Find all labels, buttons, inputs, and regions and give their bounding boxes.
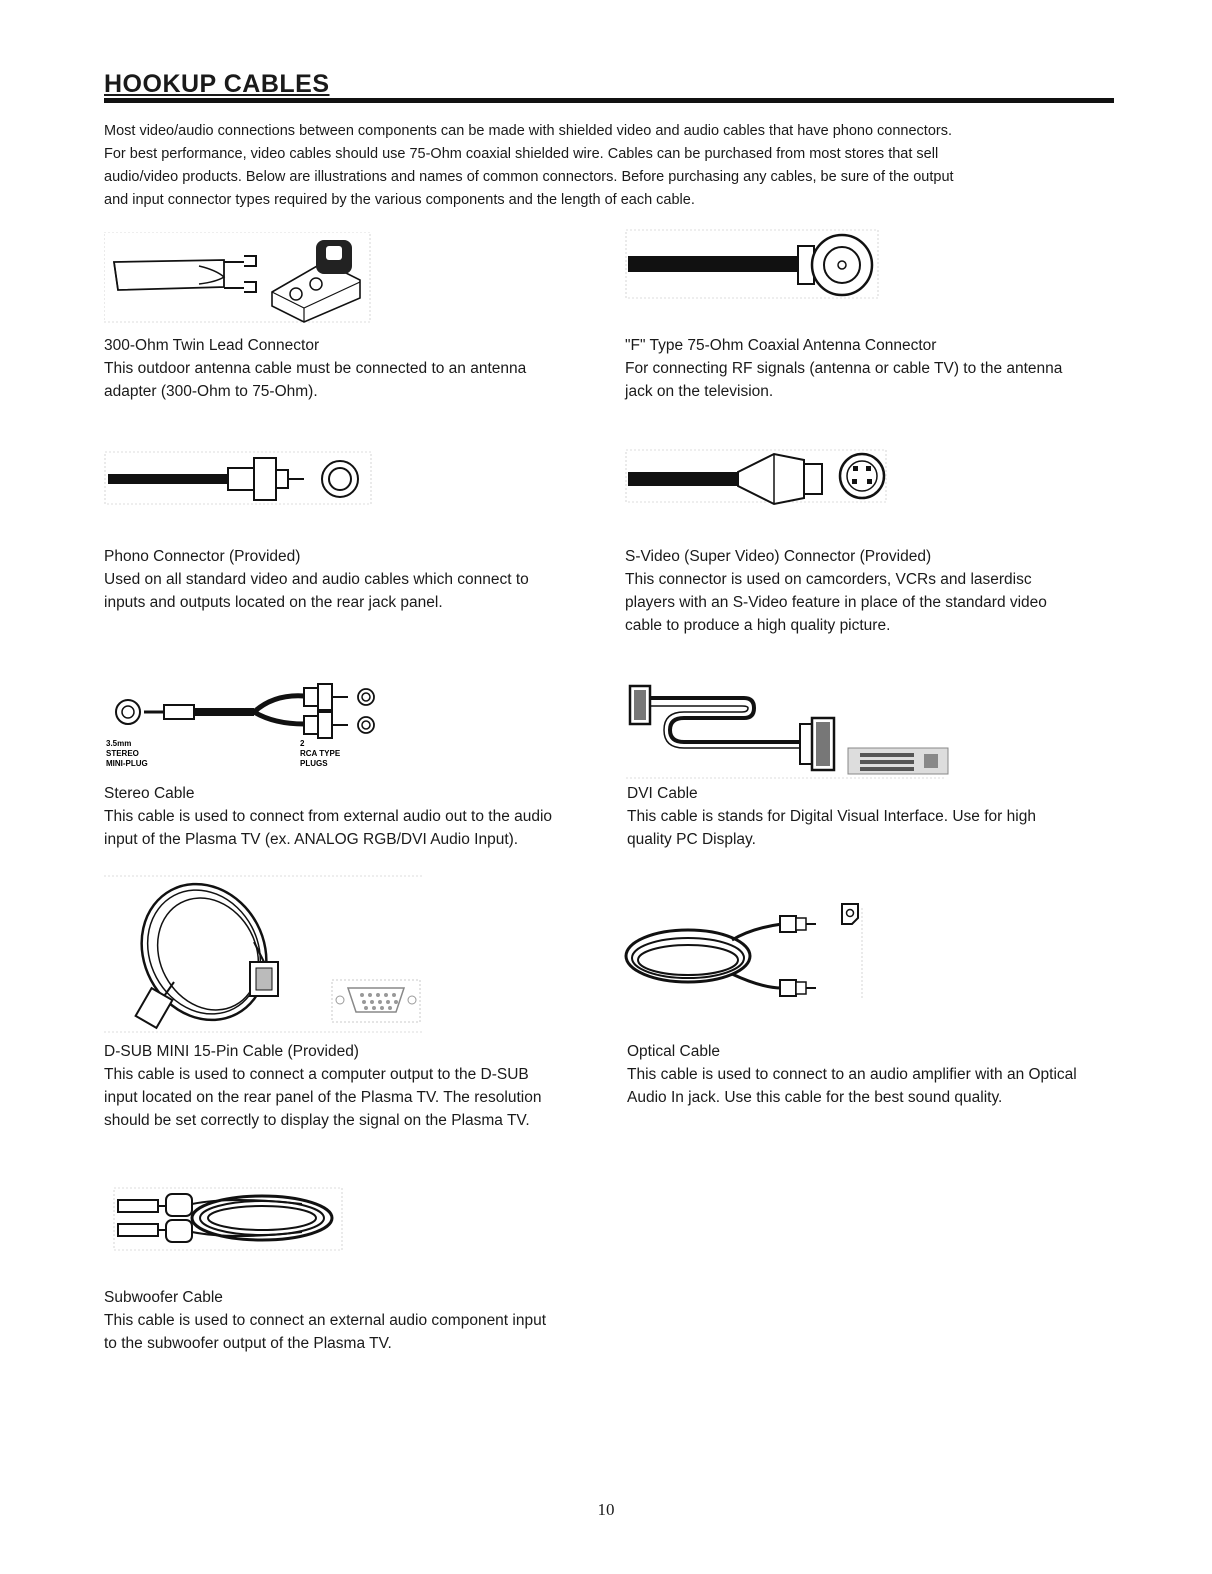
stereo-plug-type-label: STEREO bbox=[106, 749, 139, 758]
item-description-line: This cable is used to connect an external audio component input bbox=[104, 1312, 547, 1329]
page-number: 10 bbox=[597, 1500, 615, 1519]
intro-line: For best performance, video cables should use 75-Ohm coaxial shielded wire. Cables can be purchased from most stores that sell bbox=[104, 146, 939, 162]
item-d-sub bbox=[104, 1040, 604, 1132]
item-description-line: players with an S-Video feature in place of the standard video bbox=[625, 594, 1047, 611]
intro-line: audio/video products. Below are illustrations and names of common connectors. Before purchasing any cables, be sure of the output bbox=[104, 169, 954, 185]
intro-paragraph bbox=[104, 120, 1114, 212]
intro-line: and input connector types required by the various components and the length of each cable. bbox=[104, 192, 695, 208]
item-title: Subwoofer Cable bbox=[104, 1289, 223, 1306]
item-description-line: Used on all standard video and audio cables which connect to bbox=[104, 571, 529, 588]
item-description-line: to the subwoofer output of the Plasma TV. bbox=[104, 1335, 392, 1352]
item-dvi bbox=[627, 782, 1127, 851]
item-stereo bbox=[104, 782, 604, 851]
item-description-line: quality PC Display. bbox=[627, 831, 756, 848]
item-description-line: inputs and outputs located on the rear jack panel. bbox=[104, 594, 443, 611]
s-video-connector-illustration bbox=[624, 448, 894, 508]
item-title: Optical Cable bbox=[627, 1043, 721, 1060]
stereo-cable-illustration bbox=[104, 682, 404, 772]
rca-plugs-label: PLUGS bbox=[300, 759, 328, 768]
item-optical bbox=[627, 1040, 1127, 1109]
item-s-video bbox=[625, 545, 1125, 637]
item-description-line: jack on the television. bbox=[625, 383, 774, 400]
title-rule bbox=[104, 98, 1114, 103]
item-description-line: This cable is used to connect a computer output to the D-SUB bbox=[104, 1066, 529, 1083]
item-subwoofer bbox=[104, 1286, 604, 1355]
item-description-line: adapter (300-Ohm to 75-Ohm). bbox=[104, 383, 318, 400]
item-description-line: input located on the rear panel of the Plasma TV. The resolution bbox=[104, 1089, 542, 1106]
rca-type-label: RCA TYPE bbox=[300, 749, 341, 758]
item-description-line: For connecting RF signals (antenna or cable TV) to the antenna bbox=[625, 360, 1063, 377]
item-description-line: should be set correctly to display the signal on the Plasma TV. bbox=[104, 1112, 530, 1129]
item-title: Phono Connector (Provided) bbox=[104, 548, 301, 565]
stereo-plug-kind-label: MINI-PLUG bbox=[106, 759, 148, 768]
item-f-type bbox=[625, 334, 1125, 403]
item-phono bbox=[104, 545, 594, 614]
optical-cable-illustration bbox=[622, 898, 872, 1003]
item-title: "F" Type 75-Ohm Coaxial Antenna Connector bbox=[625, 337, 937, 354]
dvi-cable-illustration bbox=[624, 678, 954, 782]
page-title: HOOKUP CABLES bbox=[104, 70, 330, 98]
item-title: S-Video (Super Video) Connector (Provided) bbox=[625, 548, 932, 565]
item-description-line: This cable is used to connect to an audio amplifier with an Optical bbox=[627, 1066, 1077, 1083]
phono-connector-illustration bbox=[104, 450, 374, 510]
item-description-line: This cable is used to connect from external audio out to the audio bbox=[104, 808, 553, 825]
item-title: DVI Cable bbox=[627, 785, 698, 802]
subwoofer-cable-illustration bbox=[112, 1186, 347, 1256]
item-title: Stereo Cable bbox=[104, 785, 195, 802]
item-description-line: input of the Plasma TV (ex. ANALOG RGB/DVI Audio Input). bbox=[104, 831, 519, 848]
item-description-line: Audio In jack. Use this cable for the best sound quality. bbox=[627, 1089, 1003, 1106]
item-description-line: cable to produce a high quality picture. bbox=[625, 617, 891, 634]
twin-lead-connector-illustration bbox=[104, 232, 374, 327]
f-type-connector-illustration bbox=[624, 228, 884, 303]
item-description-line: This cable is stands for Digital Visual Interface. Use for high bbox=[627, 808, 1036, 825]
rca-count-label: 2 bbox=[300, 739, 305, 748]
item-twin-lead bbox=[104, 334, 594, 403]
d-sub-cable-illustration bbox=[104, 872, 424, 1037]
stereo-plug-size-label: 3.5mm bbox=[106, 739, 132, 748]
item-title: D-SUB MINI 15-Pin Cable (Provided) bbox=[104, 1043, 359, 1060]
item-description-line: This outdoor antenna cable must be connected to an antenna bbox=[104, 360, 527, 377]
item-title: 300-Ohm Twin Lead Connector bbox=[104, 337, 320, 354]
intro-line: Most video/audio connections between components can be made with shielded video and audio cables that have phono connectors. bbox=[104, 123, 953, 139]
item-description-line: This connector is used on camcorders, VCRs and laserdisc bbox=[625, 571, 1032, 588]
